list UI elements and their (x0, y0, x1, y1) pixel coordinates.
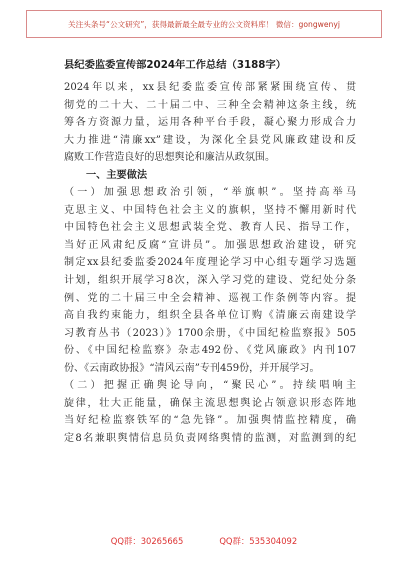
footer-contacts (0, 535, 408, 547)
text-line: 腐败工作营造良好的思想舆论和廉洁从政氛围。 (64, 152, 275, 164)
promo-banner: 关注头条号“公文研究”，获得最新最全最专业的公文资料库！ 微信：gongwenyj (26, 10, 382, 38)
text-line: 筹各方资源力量，运用各种平台手段，凝心聚力形成合力 (64, 117, 356, 129)
text-line: （二）把握正确舆论导向，“聚民心”。持续唱响主 (64, 380, 356, 392)
text-line: 克思主义、中国特色社会主义的旗帜，坚持不懈用新时代 (64, 204, 356, 216)
text-line: 高自我约束能力，组织全县各单位订购《清廉云南建设学 (64, 310, 356, 322)
text-line: 彻党的二十大、二十届二中、三种全会精神这条主线，统 (64, 99, 356, 111)
text-line: 计划，组织开展学习8次，深入学习党的建设、党纪处分条 (64, 275, 356, 287)
text-line: 定8名兼职舆情信息员负责网络舆情的监测，对监测到的纪 (64, 432, 356, 444)
text-line: 中国特色社会主义思想武装全党、教育人民、指导工作， (64, 222, 356, 234)
document-body (64, 79, 356, 447)
text-line: 习教育丛书（2023）》1700余册，《中国纪检监察报》505 (64, 327, 356, 339)
text-line: 当好纪检监察铁军的“急先锋”。加强舆情监控精度，确 (64, 415, 356, 427)
paragraph-public-opinion (64, 377, 356, 447)
text-line: 份、《云南政协报》“清风云南”专刊459份，并开展学习。 (64, 362, 320, 374)
text-line: 2024年以来，xx县纪委监委宣传部紧紧围绕宣传、贯 (64, 82, 356, 93)
text-line: 份、《中国纪检监察》杂志492份、《党风廉政》内刊107 (64, 345, 356, 357)
text-line: 大力推进“清廉xx”建设，为深化全县党风廉政建设和反 (64, 134, 356, 146)
text-line: （一）加强思想政治引领，“举旗帜”。坚持高举马 (64, 187, 356, 199)
text-line: 当好正风肃纪反腐“宣讲员”。加强思想政治建设，研究 (64, 239, 356, 251)
qq-group-1: QQ群：30265665 (110, 536, 184, 546)
paragraph-intro (64, 79, 356, 167)
text-line: 例、党的二十届三中全会精神、巡视工作条例等内容。提 (64, 292, 356, 304)
text-line: 制定xx县纪委监委2024年度理论学习中心组专题学习选题 (64, 257, 356, 269)
qq-group-2: QQ群：535304092 (219, 536, 298, 546)
text-line: 旋律，壮大正能量，确保主流思想舆论占领意识形态阵地 (64, 397, 356, 409)
document-title: 县纪委监委宣传部2024年工作总结（3188字） (64, 59, 287, 71)
section-heading: 一、主要做法 (86, 169, 148, 181)
paragraph-ideological-guidance (64, 184, 356, 377)
